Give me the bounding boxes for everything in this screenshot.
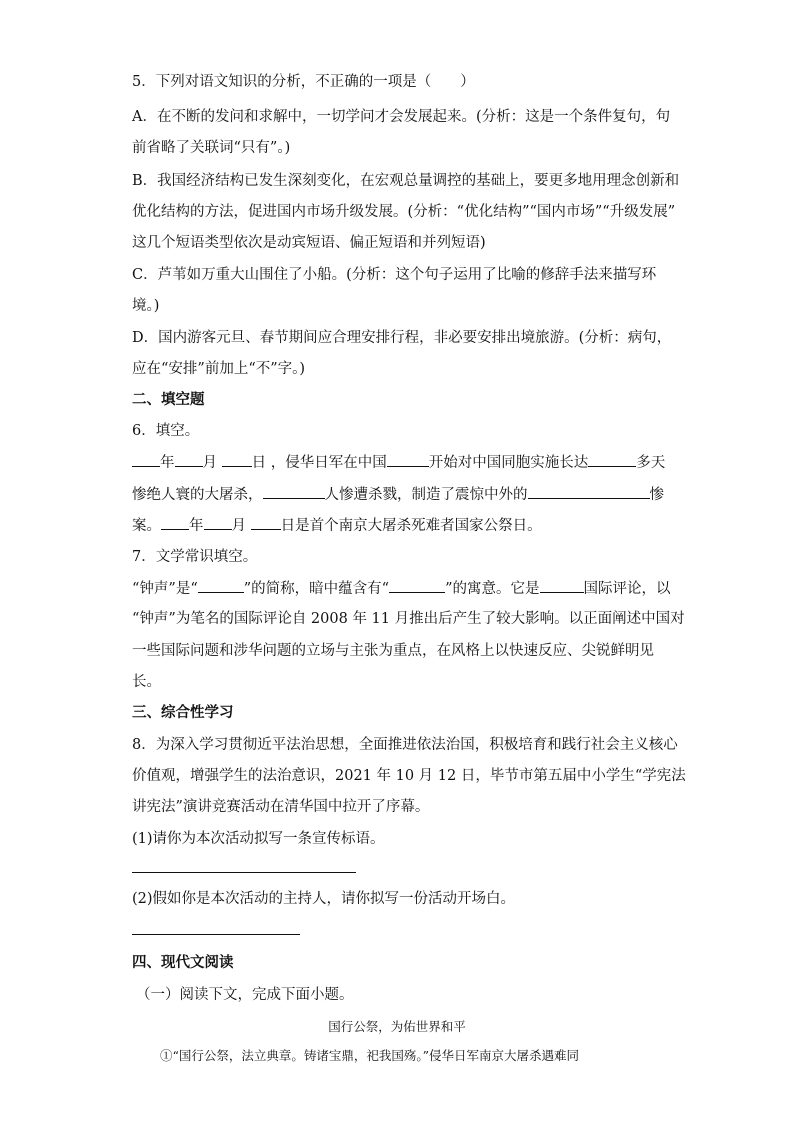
option-a-line2: 前省略了关联词“只有”。) <box>132 140 291 156</box>
option-a-line1: A．在不断的发问和求解中，一切学问才会发展起来。(分析：这是一个条件复句，句 <box>132 109 671 125</box>
reading-intro: （一）阅读下文，完成下面小题。 <box>136 987 354 1003</box>
question-7-line3: 一些国际问题和涉华问题的立场与主张为重点，在风格上以快速反应、尖锐鲜明见 <box>132 643 654 659</box>
fill-text: 日是首个南京大屠杀死难者国家公祭日。 <box>280 518 542 534</box>
fill-text: 月 <box>231 518 251 534</box>
section-2-title: 二、填空题 <box>132 392 205 408</box>
fill-blank[interactable] <box>175 452 203 467</box>
question-7-line4: 长。 <box>132 674 161 690</box>
question-8-sub2: (2)假如你是本次活动的主持人，请你拟写一份活动开场白。 <box>132 891 516 907</box>
question-7-line1 <box>132 578 671 599</box>
fill-text: 案。 <box>132 518 161 534</box>
question-5-stem: 5．下列对语文知识的分析，不正确的一项是（ ） <box>132 74 475 90</box>
fill-blank[interactable] <box>222 452 252 467</box>
option-c-line2: 境。) <box>132 298 160 314</box>
section-3-title: 三、综合性学习 <box>132 705 234 721</box>
fill-text: 惨 <box>649 487 664 503</box>
fill-blank[interactable] <box>263 484 325 499</box>
fill-text: 人惨遭杀戮，制造了震惊中外的 <box>324 487 528 503</box>
option-d-line2: 应在“安排”前加上“不”字。) <box>132 361 306 377</box>
option-d-line1: D．国内游客元旦、春节期间应合理安排行程，非必要安排出境旅游。(分析：病句， <box>132 330 672 346</box>
question-8-sub1: (1)请你为本次活动拟写一条宣传标语。 <box>132 831 385 847</box>
question-6-line1 <box>132 452 665 473</box>
question-8-line1: 8．为深入学习贯彻近平法治思想，全面推进依法治国，积极培育和践行社会主义核心 <box>132 737 678 753</box>
fill-blank[interactable] <box>387 452 429 467</box>
fill-text: 年 <box>189 518 204 534</box>
fill-text: ”的寓意。它是 <box>445 581 540 597</box>
fill-blank[interactable] <box>251 515 281 530</box>
fill-blank[interactable] <box>132 452 160 467</box>
fill-blank[interactable] <box>204 515 232 530</box>
fill-text: 开始对中国同胞实施长达 <box>428 455 589 471</box>
question-8-line3: 讲宪法”演讲竞赛活动在清华国中拉开了序幕。 <box>132 799 430 815</box>
passage-title: 国行公祭，为佑世界和平 <box>328 1019 466 1034</box>
fill-blank[interactable] <box>540 578 584 593</box>
fill-blank[interactable] <box>161 515 189 530</box>
question-7-stem: 7．文学常识填空。 <box>132 549 258 565</box>
answer-line-1[interactable] <box>132 872 356 873</box>
fill-text: 日 ，侵华日军在中国 <box>251 455 387 471</box>
fill-text: 惨绝人寰的大屠杀， <box>132 487 263 503</box>
fill-text: 年 <box>160 455 175 471</box>
question-6-stem: 6．填空。 <box>132 423 200 439</box>
fill-blank[interactable] <box>588 452 636 467</box>
answer-line-2[interactable] <box>132 934 300 935</box>
question-7-line2: “钟声”为笔名的国际评论自 2008 年 11 月推出后产生了较大影响。以正面阐述中国对 <box>132 611 685 627</box>
fill-text: 多天 <box>636 455 666 471</box>
option-c-line1: C．芦苇如万重大山围住了小船。(分析：这个句子运用了比喻的修辞手法来描写环 <box>132 267 657 283</box>
fill-text: ”的简称，暗中蕴含有“ <box>243 581 390 597</box>
option-b-line2: 优化结构的方法，促进国内市场升级发展。(分析：“优化结构”“国内市场”“升级发展” <box>132 204 676 220</box>
fill-blank[interactable] <box>389 578 445 593</box>
section-4-title: 四、现代文阅读 <box>132 955 234 971</box>
fill-text: 月 <box>202 455 222 471</box>
fill-text: 国际评论，以 <box>583 581 671 597</box>
fill-blank[interactable] <box>198 578 244 593</box>
fill-blank[interactable] <box>528 484 650 499</box>
option-b-line3: 这几个短语类型依次是动宾短语、偏正短语和并列短语) <box>132 235 486 251</box>
fill-text: “钟声”是“ <box>132 581 198 597</box>
question-6-line3 <box>132 515 542 536</box>
question-8-line2: 价值观，增强学生的法治意识，2021 年 10 月 12 日，毕节市第五届中小学生“学宪法 <box>132 768 686 784</box>
passage-paragraph-1: ①“国行公祭，法立典章。铸诸宝鼎，祀我国殇。”侵华日军南京大屠杀遇难同 <box>160 1048 580 1063</box>
question-6-line2 <box>132 484 664 505</box>
option-b-line1: B．我国经济结构已发生深刻变化，在宏观总量调控的基础上，要更多地用理念创新和 <box>132 173 680 189</box>
